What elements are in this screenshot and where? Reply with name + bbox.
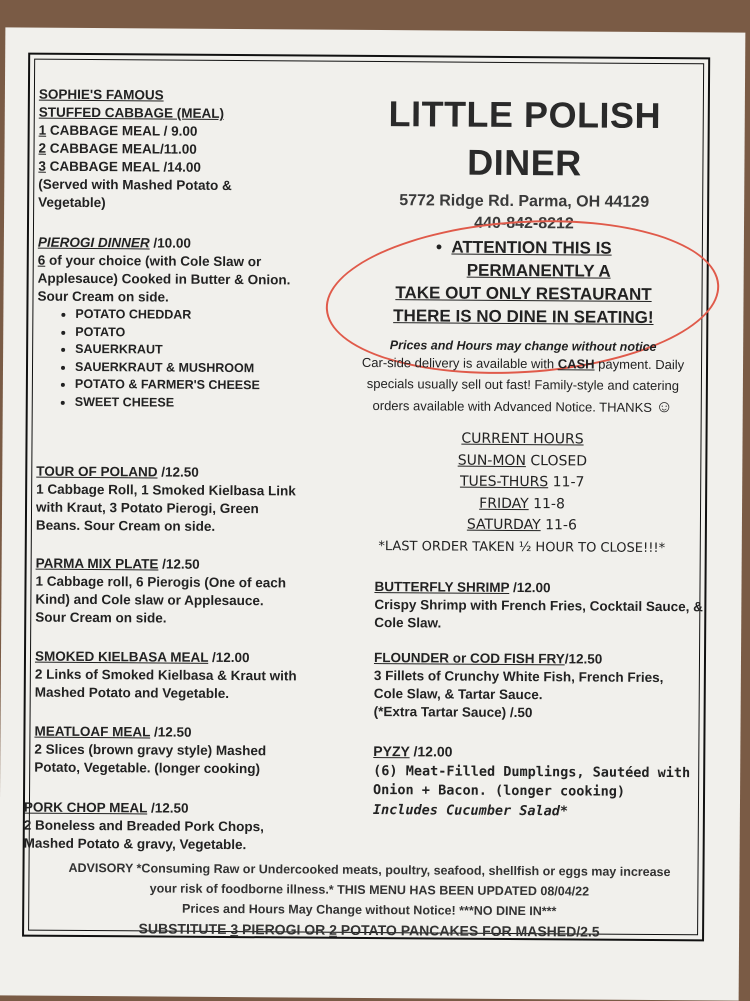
substitute-line: SUBSTITUTE 3 PIEROGI OR 2 POTATO PANCAKES FOR MASHED/2.5	[138, 920, 600, 940]
advisory-line-3: Prices and Hours May Change without Notice! ***NO DINE IN***	[182, 901, 557, 919]
pierogi-item: • SAUERKRAUT	[75, 341, 302, 360]
hours-saturday: SATURDAY 11-6	[466, 516, 577, 534]
fish-heading: FLOUNDER or COD FISH FRY/12.50	[373, 650, 603, 667]
kielbasa-section	[35, 648, 300, 704]
pyzy-heading: PYZY /12.00	[373, 743, 453, 760]
shrimp-section	[374, 578, 714, 634]
meatloaf-description: 2 Slices (brown gravy style) Mashed Potato, Vegetable. (longer cooking)	[34, 741, 267, 777]
tour-heading: TOUR OF POLAND /12.50	[36, 463, 199, 480]
phone: 440-842-8212	[474, 214, 574, 233]
fish-extra: (*Extra Tartar Sauce) /.50	[373, 704, 533, 721]
pork-description: 2 Boneless and Breaded Pork Chops, Mashed Potato & gravy, Vegetable.	[23, 817, 264, 853]
pyzy-description: (6) Meat-Filled Dumplings, Sautéed with Onion + Bacon. (longer cooking)	[373, 762, 691, 800]
shrimp-description: Crispy Shrimp with French Fries, Cocktail Sauce, & Cole Slaw.	[374, 597, 704, 631]
tour-section	[36, 463, 296, 537]
last-order-note: *LAST ORDER TAKEN ½ HOUR TO CLOSE!!!*	[378, 538, 666, 556]
pierogi-section	[37, 234, 303, 413]
pierogi-item: • SWEET CHEESE	[75, 393, 302, 412]
pierogi-description: 6 of your choice (with Cole Slaw or Applesauce) Cooked in Butter & Onion. Sour Cream on side.	[37, 252, 291, 305]
mix-section	[35, 555, 295, 629]
pierogi-heading: PIEROGI DINNER /10.00	[37, 234, 192, 251]
pyzy-section	[373, 742, 714, 822]
hours-section	[342, 428, 703, 560]
advisory-line-1: ADVISORY *Consuming Raw or Undercooked meats, poultry, seafood, shellfish or eggs may increase	[68, 860, 671, 880]
cabbage-option-2: 2 CABBAGE MEAL/11.00	[38, 140, 197, 157]
kielbasa-description: 2 Links of Smoked Kielbasa & Kraut with Mashed Potato and Vegetable.	[34, 666, 297, 702]
pierogi-item: • SAUERKRAUT & MUSHROOM	[75, 358, 302, 377]
restaurant-name: LITTLE POLISH DINER	[388, 93, 662, 184]
price-notice: Prices and Hours may change without notice	[389, 338, 657, 354]
cabbage-title-1: SOPHIE'S FAMOUS	[38, 86, 164, 103]
advisory-footer	[0, 857, 740, 942]
hours-heading: CURRENT HOURS	[461, 430, 584, 448]
advisory-line-2: your risk of foodborne illness.* THIS MENU HAS BEEN UPDATED 08/04/22	[149, 881, 590, 899]
hours-friday: FRIDAY 11-8	[479, 495, 565, 512]
cabbage-description: (Served with Mashed Potato & Vegetable)	[38, 176, 232, 211]
hours-tues-thurs: TUES-THURS 11-7	[459, 473, 585, 491]
meatloaf-section	[34, 723, 299, 779]
cabbage-option-3: 3 CABBAGE MEAL /14.00	[38, 158, 202, 175]
pierogi-list	[37, 306, 303, 413]
pierogi-item: • POTATO	[75, 323, 302, 342]
mix-description: 1 Cabbage roll, 6 Pierogis (One of each Kind) and Cole slaw or Applesauce. Sour Cream on side.	[35, 573, 287, 626]
pierogi-item: • POTATO CHEDDAR	[75, 306, 302, 325]
kielbasa-heading: SMOKED KIELBASA MEAL /12.00	[34, 648, 250, 666]
mix-heading: PARMA MIX PLATE /12.50	[35, 555, 200, 572]
pork-heading: PORK CHOP MEAL /12.50	[23, 799, 189, 816]
cabbage-title-2: STUFFED CABBAGE (MEAL)	[38, 104, 225, 121]
address: 5772 Ridge Rd. Parma, OH 44129	[399, 192, 650, 211]
fish-description: 3 Fillets of Crunchy White Fish, French Fries, Cole Slaw, & Tartar Sauce.	[373, 668, 664, 703]
cabbage-section	[38, 86, 264, 214]
pyzy-includes: Includes Cucumber Salad*	[372, 801, 569, 819]
delivery-info: Car-side delivery is available with CASH payment. Daily specials usually sell out fast! Family-style and catering orders available with Advanced Notice. THANKS ☺	[361, 354, 685, 417]
smiley-icon: ☺	[655, 396, 674, 417]
attention-notice: • ATTENTION THIS IS PERMANENTLY A TAKE OUT ONLY RESTAURANT THERE IS NO DINE IN SEATING!	[393, 237, 654, 327]
cabbage-option-1: 1 CABBAGE MEAL / 9.00	[38, 122, 198, 139]
meatloaf-heading: MEATLOAF MEAL /12.50	[34, 723, 192, 740]
menu-paper	[0, 27, 745, 1000]
pork-section	[24, 799, 294, 855]
shrimp-heading: BUTTERFLY SHRIMP /12.00	[374, 579, 551, 596]
fish-section	[374, 649, 684, 723]
tour-description: 1 Cabbage Roll, 1 Smoked Kielbasa Link with Kraut, 3 Potato Pierogi, Green Beans. Sour Cream on side.	[35, 481, 296, 534]
hours-sun-mon: SUN-MON CLOSED	[457, 452, 588, 469]
pierogi-item: • POTATO & FARMER'S CHEESE	[75, 376, 302, 395]
bullet-icon: •	[435, 237, 452, 257]
